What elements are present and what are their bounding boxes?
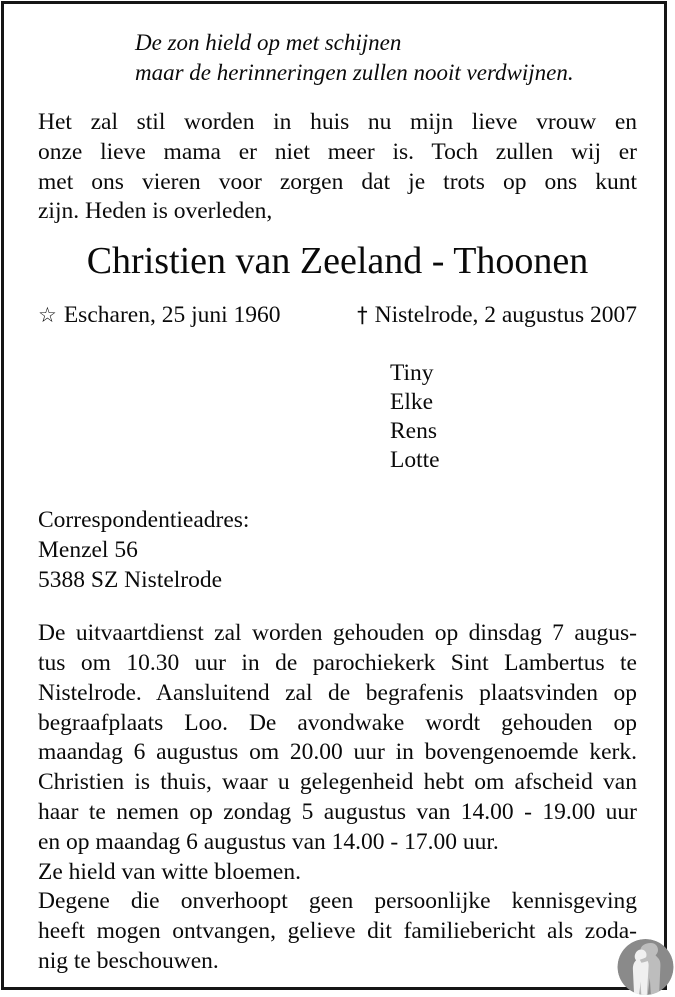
intro-line: met ons vieren voor zorgen dat je trots op ons kunt <box>38 168 637 195</box>
details-line: nig te beschouwen. <box>38 947 219 974</box>
life-dates-row <box>38 299 637 331</box>
correspondence-address <box>38 505 637 595</box>
details-line: begraafplaats Loo. De avondwake wordt gehouden op <box>38 709 637 736</box>
death-text: Nistelrode, 2 augustus 2007 <box>374 302 637 329</box>
notice-border <box>1 1 667 990</box>
notice-content <box>4 4 664 987</box>
family-name: Tiny <box>390 360 434 387</box>
memorial-figures-icon <box>617 938 674 997</box>
details-line: Nistelrode. Aansluitend zal de begrafenis plaatsvinden op <box>38 679 637 706</box>
family-name: Rens <box>390 418 437 445</box>
deceased-name: Christien van Zeeland - Thoonen <box>86 240 589 283</box>
family-name: Elke <box>390 389 434 416</box>
intro-line: onze lieve mama er niet meer is. Toch zullen wij er <box>38 138 637 165</box>
death-info <box>357 299 637 331</box>
intro-line: Het zal stil worden in huis nu mijn lieve vrouw en <box>38 109 637 135</box>
details-line: tus om 10.30 uur in de parochiekerk Sint Lambertus te <box>38 649 637 676</box>
birth-info <box>38 299 281 331</box>
quote-line: maar de herinneringen zullen nooit verdwijnen. <box>135 60 574 85</box>
intro-line: zijn. Heden is overleden, <box>38 198 273 225</box>
family-name: Lotte <box>390 447 440 474</box>
details-line: en op maandag 6 augustus van 14.00 - 17.00 uur. <box>38 828 499 855</box>
family-names-list <box>390 359 637 475</box>
address-line: Correspondentieadres: <box>38 507 250 534</box>
details-line: Degene die onverhoopt geen persoonlijke kennisgeving <box>38 888 637 915</box>
details-line: Ze hield van witte bloemen. <box>38 858 301 885</box>
details-line: maandag 6 augustus om 20.00 uur in bovengenoemde kerk. <box>38 739 637 766</box>
details-line: haar te nemen op zondag 5 augustus van 14.00 - 19.00 uur <box>38 798 637 825</box>
details-line: De uitvaartdienst zal worden gehouden op dinsdag 7 augus- <box>38 620 637 647</box>
quote-line: De zon hield op met schijnen <box>135 30 402 55</box>
birth-star-icon: ☆ <box>38 303 57 328</box>
details-line: heeft mogen ontvangen, gelieve dit familiebericht als zoda- <box>38 918 637 945</box>
birth-text: Escharen, 25 juni 1960 <box>63 302 281 329</box>
intro-paragraph <box>38 108 637 227</box>
address-line: Menzel 56 <box>38 537 138 564</box>
memorial-quote <box>135 28 637 88</box>
address-line: 5388 SZ Nistelrode <box>38 567 223 594</box>
funeral-details <box>38 619 637 977</box>
death-cross-icon: † <box>357 303 368 328</box>
details-line: Christien is thuis, waar u gelegenheid hebt om afscheid van <box>38 769 637 796</box>
